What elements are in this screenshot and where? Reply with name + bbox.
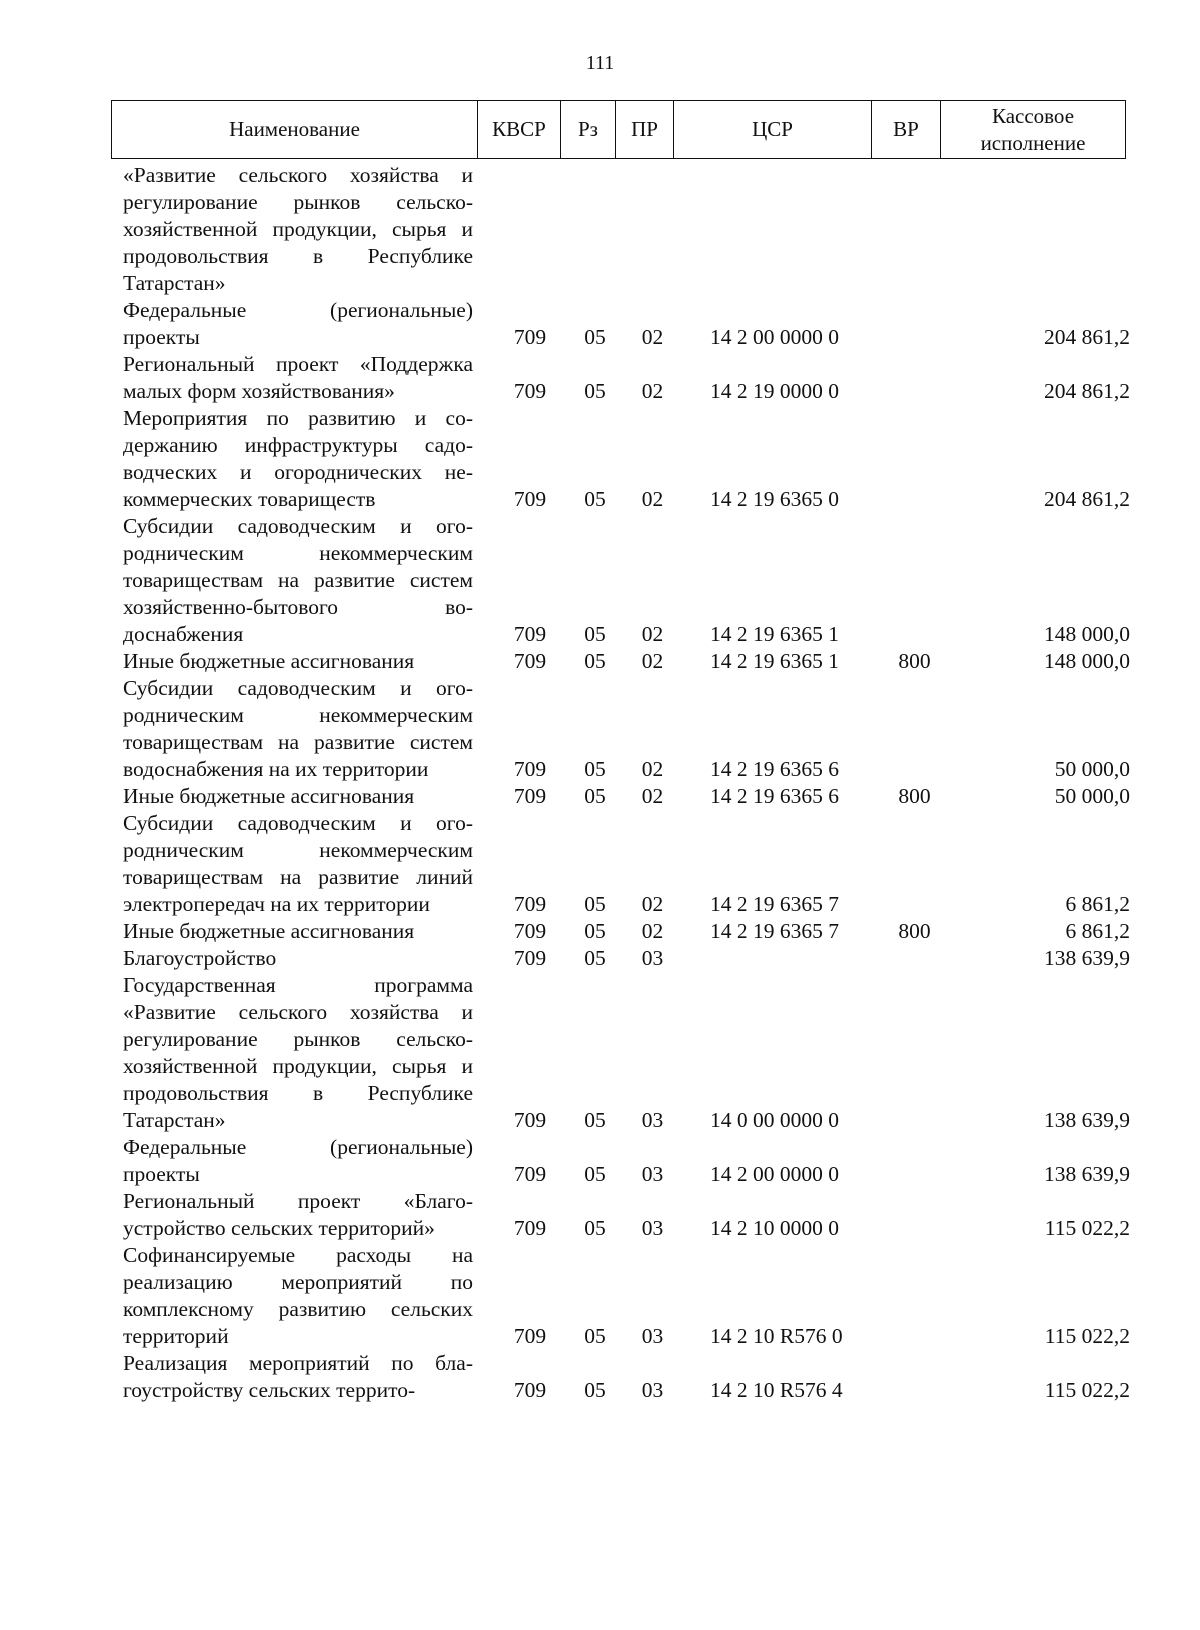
row-pr: 02	[641, 892, 664, 916]
row-kvsr: 709	[513, 325, 547, 349]
header-vr: ВР	[872, 101, 941, 158]
row-sum: 138 639,9	[1044, 1162, 1130, 1186]
row-kvsr: 709	[513, 1378, 547, 1402]
table-row	[0, 972, 1200, 1134]
table-row	[0, 1242, 1200, 1350]
row-vr	[892, 756, 937, 783]
header-name: Наименование	[112, 101, 478, 158]
row-csr: 14 2 00 0000 0	[710, 325, 839, 349]
row-pr: 02	[641, 487, 664, 511]
row-rz: 05	[584, 622, 606, 646]
row-sum: 115 022,2	[1044, 1216, 1130, 1240]
row-rz: 05	[584, 946, 606, 970]
row-name: Субсидии садоводческим и огородническим некоммерческим товариществам на развитие линий электропередач на их территории	[123, 811, 473, 916]
row-vr	[892, 891, 937, 918]
header-rz: Рз	[561, 101, 616, 158]
header-csr: ЦСР	[674, 101, 872, 158]
table-row	[0, 1134, 1200, 1188]
row-name: Иные бюджетные ассигнования	[123, 649, 415, 673]
table-row	[0, 162, 1200, 297]
row-csr: 14 2 19 6365 6	[710, 757, 839, 781]
row-rz	[575, 270, 615, 297]
table-row	[0, 405, 1200, 513]
row-rz: 05	[584, 1378, 606, 1402]
row-pr: 02	[641, 649, 664, 673]
row-name: Государственная программа «Развитие сельского хозяйства и регулирование рынков сельскохозяйственной продукции, сырья и продовольствия в Республике Татарстан»	[123, 973, 473, 1132]
row-vr: 800	[898, 784, 931, 808]
row-csr: 14 2 19 6365 6	[710, 784, 839, 808]
row-vr	[892, 324, 937, 351]
row-pr: 03	[641, 946, 664, 970]
row-name: Иные бюджетные ассигнования	[123, 919, 415, 943]
table-row	[0, 918, 1200, 945]
row-pr: 03	[641, 1108, 664, 1132]
row-rz: 05	[584, 325, 606, 349]
row-csr	[710, 945, 870, 972]
row-vr: 800	[898, 919, 931, 943]
row-vr	[892, 1161, 937, 1188]
row-vr	[892, 945, 937, 972]
row-sum: 204 861,2	[1044, 487, 1130, 511]
row-csr: 14 2 19 6365 1	[710, 622, 839, 646]
row-kvsr: 709	[513, 487, 547, 511]
row-rz: 05	[584, 1162, 606, 1186]
row-vr	[892, 270, 937, 297]
row-kvsr: 709	[513, 757, 547, 781]
row-kvsr: 709	[513, 379, 547, 403]
row-vr	[892, 486, 937, 513]
table-row	[0, 648, 1200, 675]
row-sum: 138 639,9	[1044, 1108, 1130, 1132]
row-sum: 204 861,2	[1044, 325, 1130, 349]
row-vr	[892, 1107, 937, 1134]
row-rz: 05	[584, 784, 606, 808]
row-name: «Развитие сельского хозяйства и регулирование рынков сельскохозяйственной продукции, сырья и продовольствия в Республике Татарстан»	[123, 163, 473, 295]
row-pr: 02	[641, 757, 664, 781]
row-name: Благоустройство	[123, 946, 277, 970]
row-kvsr: 709	[513, 919, 547, 943]
row-pr	[630, 270, 675, 297]
row-rz: 05	[584, 919, 606, 943]
row-name: Иные бюджетные ассигнования	[123, 784, 415, 808]
header-kvsr: КВСР	[478, 101, 561, 158]
table-row	[0, 1188, 1200, 1242]
row-name: Субсидии садоводческим и огородническим некоммерческим товариществам на развитие систем хозяйственно-бытового водоснабжения	[123, 514, 473, 646]
row-csr: 14 0 00 0000 0	[710, 1108, 839, 1132]
table-row	[0, 513, 1200, 648]
row-csr: 14 2 10 0000 0	[710, 1216, 839, 1240]
row-vr	[892, 378, 937, 405]
row-pr: 03	[641, 1324, 664, 1348]
row-pr: 02	[641, 325, 664, 349]
row-csr: 14 2 10 R576 0	[710, 1324, 843, 1348]
row-name: Федеральные (региональные) проекты	[123, 1135, 473, 1186]
row-pr: 02	[641, 379, 664, 403]
row-rz: 05	[584, 379, 606, 403]
row-pr: 03	[641, 1216, 664, 1240]
row-csr: 14 2 19 6365 1	[710, 649, 839, 673]
row-name: Софинансируемые расходы на реализацию мероприятий по комплексному развитию сельских территорий	[123, 1243, 473, 1348]
row-pr: 02	[641, 622, 664, 646]
table-row	[0, 1350, 1200, 1404]
row-pr: 03	[641, 1162, 664, 1186]
row-csr: 14 2 00 0000 0	[710, 1162, 839, 1186]
row-rz: 05	[584, 1108, 606, 1132]
row-kvsr: 709	[513, 784, 547, 808]
row-name: Реализация мероприятий по благоустройству сельских террито-	[123, 1351, 473, 1402]
row-rz: 05	[584, 1216, 606, 1240]
row-csr: 14 2 19 0000 0	[710, 379, 839, 403]
row-kvsr: 709	[513, 649, 547, 673]
row-sum: 115 022,2	[1044, 1378, 1130, 1402]
row-sum: 138 639,9	[1044, 946, 1130, 970]
row-csr: 14 2 19 6365 7	[710, 919, 839, 943]
row-sum: 6 861,2	[1065, 919, 1130, 943]
table-row	[0, 675, 1200, 783]
row-sum: 148 000,0	[1044, 649, 1130, 673]
row-kvsr: 709	[513, 946, 547, 970]
row-sum: 115 022,2	[1044, 1324, 1130, 1348]
page-number: 111	[585, 52, 615, 74]
row-sum: 50 000,0	[1054, 784, 1130, 808]
row-vr: 800	[898, 649, 931, 673]
row-sum: 148 000,0	[1044, 622, 1130, 646]
row-csr	[710, 270, 870, 297]
header-pr: ПР	[616, 101, 674, 158]
row-sum: 6 861,2	[1065, 892, 1130, 916]
row-kvsr: 709	[513, 1108, 547, 1132]
row-kvsr	[505, 270, 555, 297]
row-name: Мероприятия по развитию и содержанию инфраструктуры садоводческих и огороднических некоммерческих товариществ	[123, 406, 473, 511]
row-vr	[892, 1323, 937, 1350]
row-vr	[892, 1377, 937, 1404]
table-row	[0, 783, 1200, 810]
row-name: Федеральные (региональные) проекты	[123, 298, 473, 349]
row-csr: 14 2 10 R576 4	[710, 1378, 843, 1402]
row-sum: 50 000,0	[1054, 757, 1130, 781]
row-rz: 05	[584, 649, 606, 673]
row-name: Региональный проект «Благоустройство сельских территорий»	[123, 1189, 473, 1240]
row-sum: 204 861,2	[1044, 379, 1130, 403]
row-name: Региональный проект «Поддержка малых форм хозяйствования»	[123, 352, 473, 403]
row-rz: 05	[584, 757, 606, 781]
table-row	[0, 945, 1200, 972]
row-vr	[892, 621, 937, 648]
row-vr	[892, 1215, 937, 1242]
row-rz: 05	[584, 487, 606, 511]
row-pr: 02	[641, 919, 664, 943]
table-body	[0, 162, 1200, 1404]
row-kvsr: 709	[513, 1216, 547, 1240]
row-sum	[940, 270, 1130, 297]
row-name: Субсидии садоводческим и огородническим некоммерческим товариществам на развитие систем водоснабжения на их территории	[123, 676, 473, 781]
row-pr: 03	[641, 1378, 664, 1402]
table-header	[111, 100, 1126, 159]
row-rz: 05	[584, 892, 606, 916]
row-kvsr: 709	[513, 1324, 547, 1348]
header-sum: Кассовое исполнение	[980, 103, 1086, 155]
table-row	[0, 297, 1200, 351]
table-row	[0, 351, 1200, 405]
row-rz: 05	[584, 1324, 606, 1348]
row-csr: 14 2 19 6365 0	[710, 487, 839, 511]
row-pr: 02	[641, 784, 664, 808]
row-csr: 14 2 19 6365 7	[710, 892, 839, 916]
row-kvsr: 709	[513, 622, 547, 646]
row-kvsr: 709	[513, 1162, 547, 1186]
table-row	[0, 810, 1200, 918]
row-kvsr: 709	[513, 892, 547, 916]
